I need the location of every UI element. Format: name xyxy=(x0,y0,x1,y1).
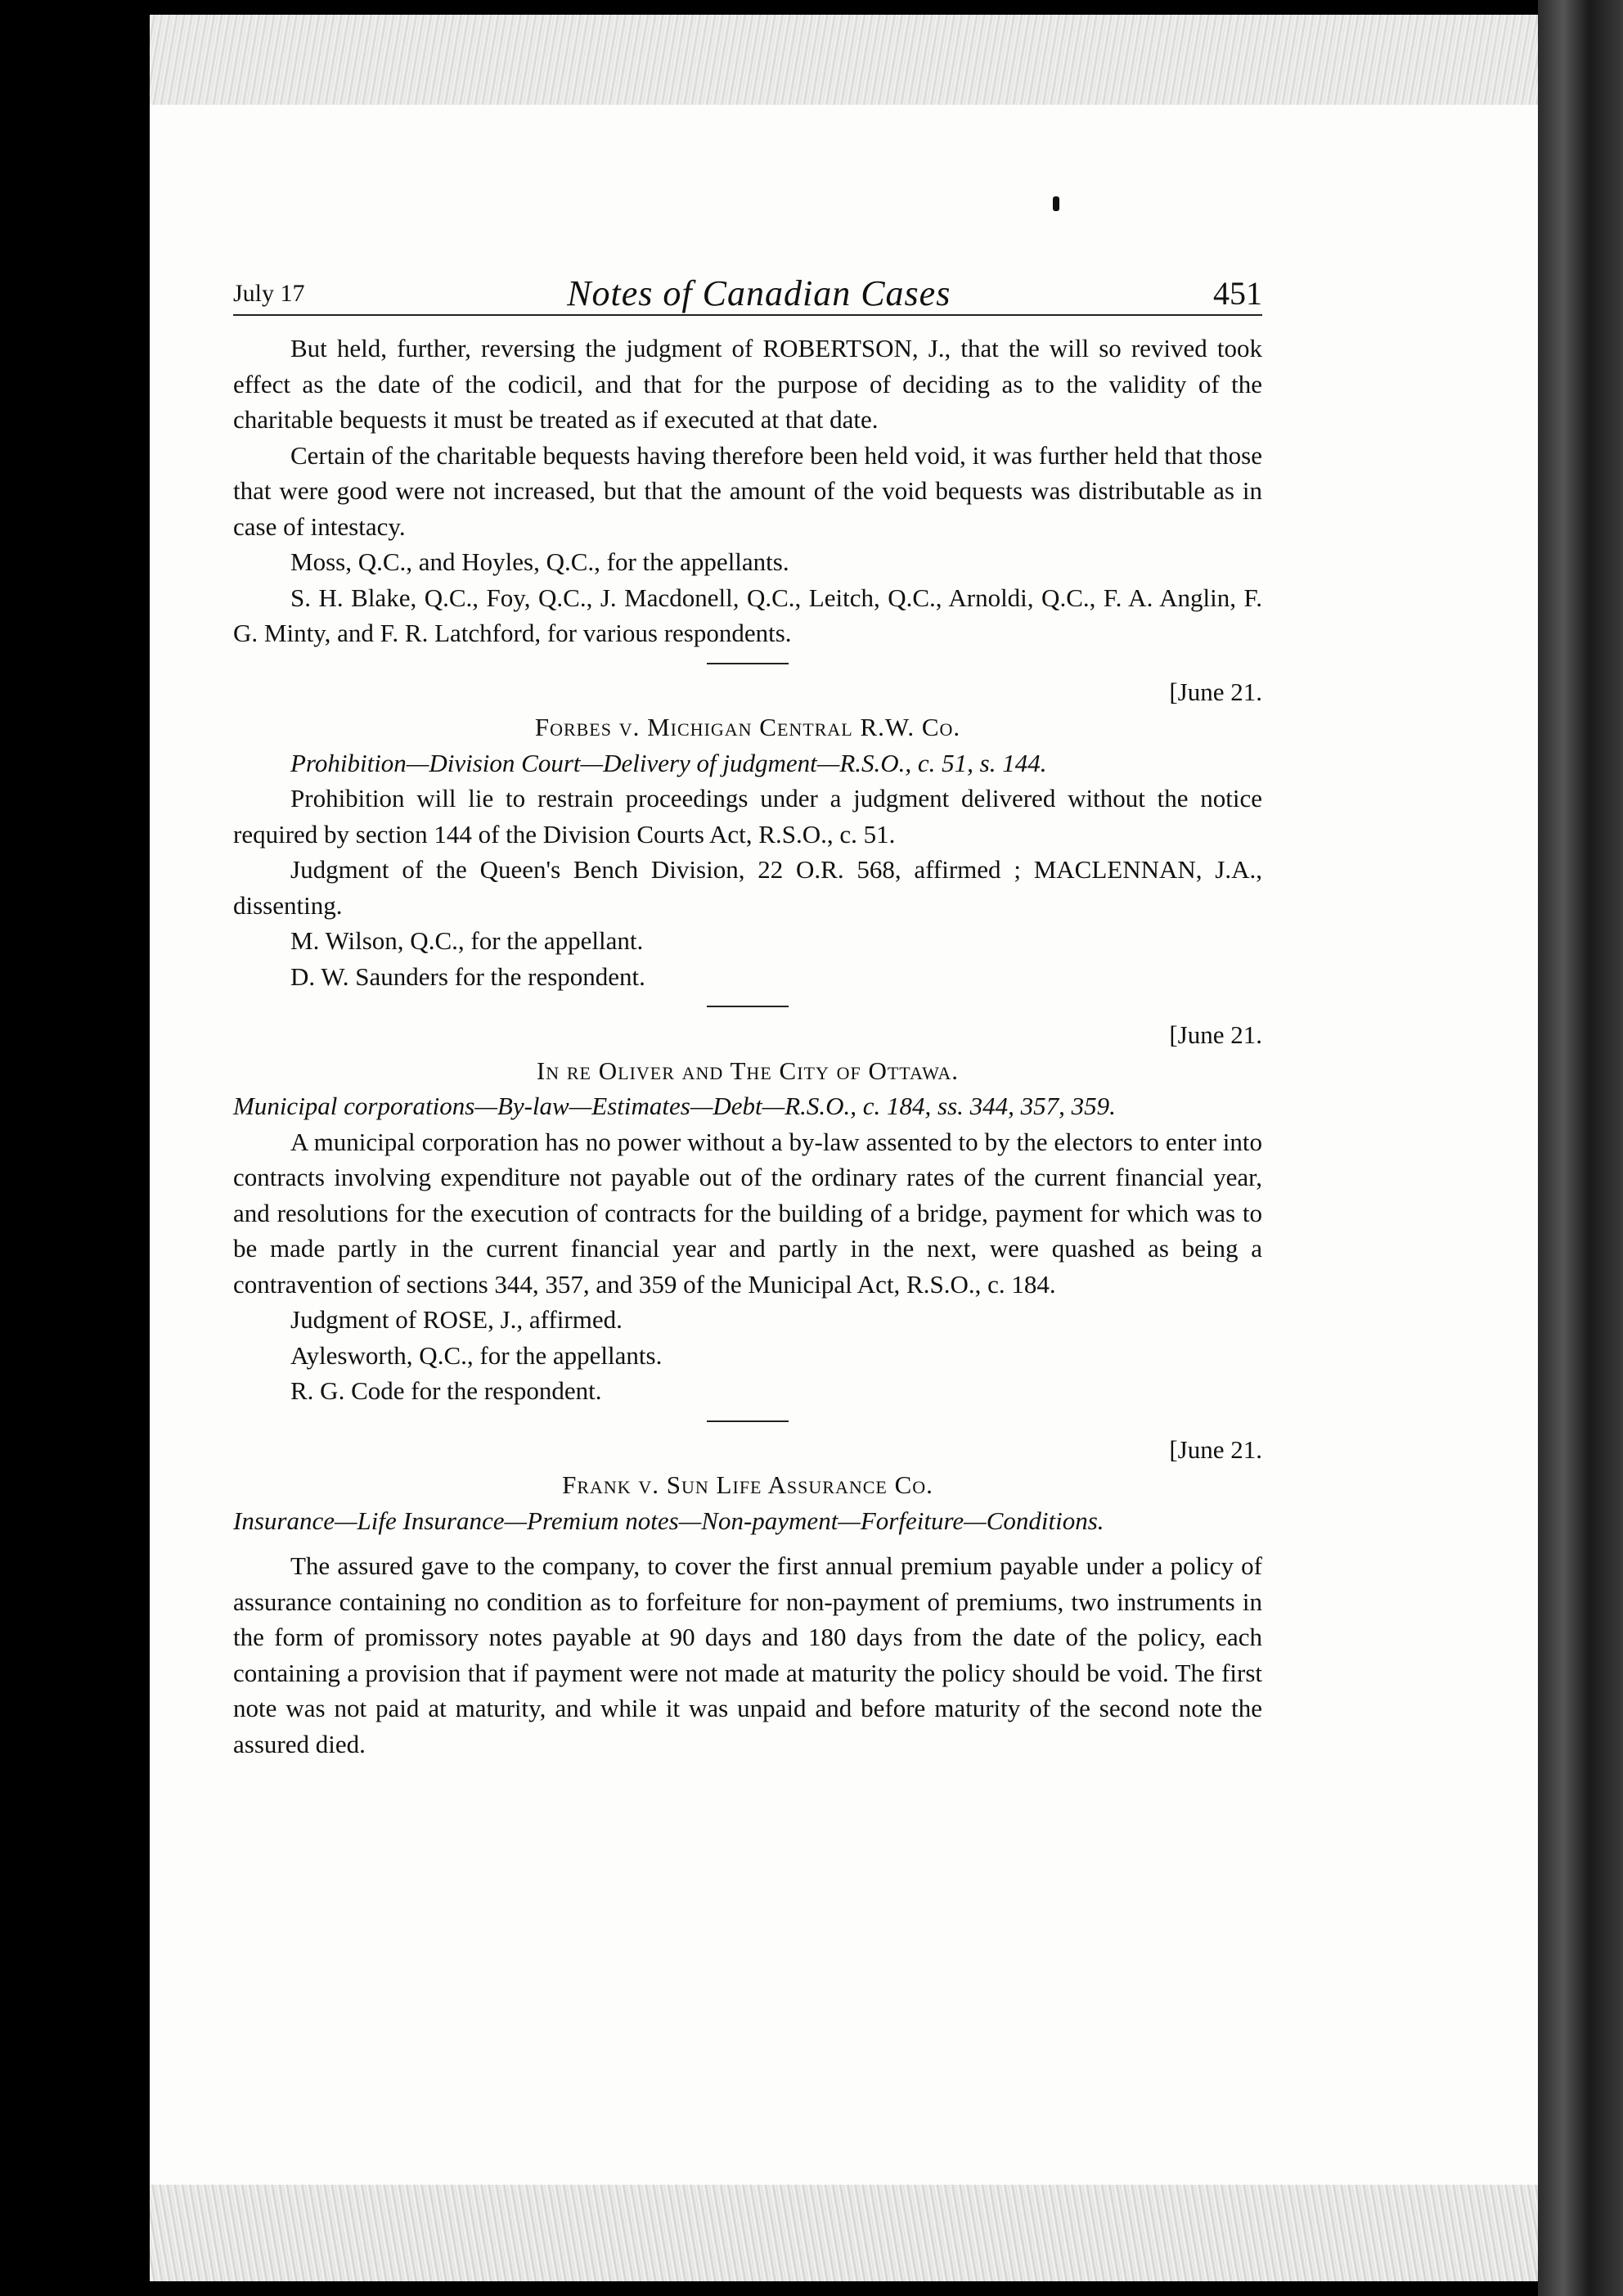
case1-paragraph-1: Prohibition will lie to restrain proceedings under a judgment delivered without the notice required by section 144 of the Division Courts Act, R.S.O., c. 51. xyxy=(233,784,1262,849)
case3-date: [June 21. xyxy=(1169,1434,1262,1464)
running-head xyxy=(233,254,1262,316)
case2-counsel-respondent: R. G. Code for the respondent. xyxy=(290,1376,602,1405)
case2-subject: Municipal corporations—By-law—Estimates—Debt—R.S.O., c. 184, ss. 344, 357, 359. xyxy=(233,1092,1116,1120)
header-date: July 17 xyxy=(233,279,305,307)
case1-subject: Prohibition—Division Court—Delivery of judgment—R.S.O., c. 51, s. 144. xyxy=(290,748,1047,777)
intro-paragraph-2: Certain of the charitable bequests having therefore been held void, it was further held that those that were good were not increased, but that the amount of the void bequests was distributable as in case of intestacy. xyxy=(233,440,1262,541)
case2-title: In re Oliver and The City of Ottawa. xyxy=(536,1056,960,1085)
intro-counsel-appellants: Moss, Q.C., and Hoyles, Q.C., for the appellants. xyxy=(290,547,789,576)
case1-paragraph-2: Judgment of the Queen's Bench Division, 22 O.R. 568, affirmed ; MACLENNAN, J.A., dissenting. xyxy=(233,855,1262,920)
case3-title: Frank v. Sun Life Assurance Co. xyxy=(562,1470,933,1499)
case3-subject: Insurance—Life Insurance—Premium notes—Non-payment—Forfeiture—Conditions. xyxy=(233,1506,1104,1535)
page-content xyxy=(233,254,1262,1762)
case2-date: [June 21. xyxy=(1169,1020,1262,1049)
scan-edge-bottom xyxy=(150,2185,1557,2281)
scan-edge-top xyxy=(150,15,1557,105)
case1-counsel-respondent: D. W. Saunders for the respondent. xyxy=(290,961,645,991)
intro-paragraph-1: But held, further, reversing the judgment of ROBERTSON, J., that the will so revived took effect as the date of the codicil, and that for the purpose of deciding as to the validity of the charitable bequests it must be treated as if executed at that date. xyxy=(233,334,1262,434)
case2-paragraph-2: Judgment of ROSE, J., affirmed. xyxy=(290,1305,623,1334)
section-divider xyxy=(707,1006,789,1007)
case1-counsel-appellant: M. Wilson, Q.C., for the appellant. xyxy=(290,926,644,955)
ink-mark xyxy=(1053,196,1059,211)
book-spine xyxy=(1538,0,1623,2296)
section-divider xyxy=(707,1420,789,1422)
case3-paragraph-1: The assured gave to the company, to cover the first annual premium payable under a policy of assurance containing no condition as to forfeiture for non-payment of premiums, two instruments in the form of promissory notes payable at 90 days and 180 days from the date of the policy, each containing a provision that if payment were not made at maturity the policy should be void. The first note was not paid at maturity, and while it was unpaid and before maturity of the second note the assured died. xyxy=(233,1551,1262,1758)
section-divider xyxy=(707,663,789,664)
intro-counsel-respondents: S. H. Blake, Q.C., Foy, Q.C., J. Macdonell, Q.C., Leitch, Q.C., Arnoldi, Q.C., F. A. Anglin, F. G. Minty, and F. R. Latchford, for various respondents. xyxy=(233,583,1262,647)
case1-title: Forbes v. Michigan Central R.W. Co. xyxy=(534,713,961,741)
case2-paragraph-1: A municipal corporation has no power without a by-law assented to by the electors to enter into contracts involving expenditure not payable out of the ordinary rates of the current financial year, and resolutions for the execution of contracts for the building of a bridge, payment for which was to be made partly in the current financial year and partly in the next, were quashed as being a contravention of sections 344, 357, and 359 of the Municipal Act, R.S.O., c. 184. xyxy=(233,1127,1262,1299)
case2-counsel-appellants: Aylesworth, Q.C., for the appellants. xyxy=(290,1340,663,1370)
case1-date: [June 21. xyxy=(1169,677,1262,706)
page-number: 451 xyxy=(1212,274,1262,312)
header-title: Notes of Canadian Cases xyxy=(567,272,951,313)
